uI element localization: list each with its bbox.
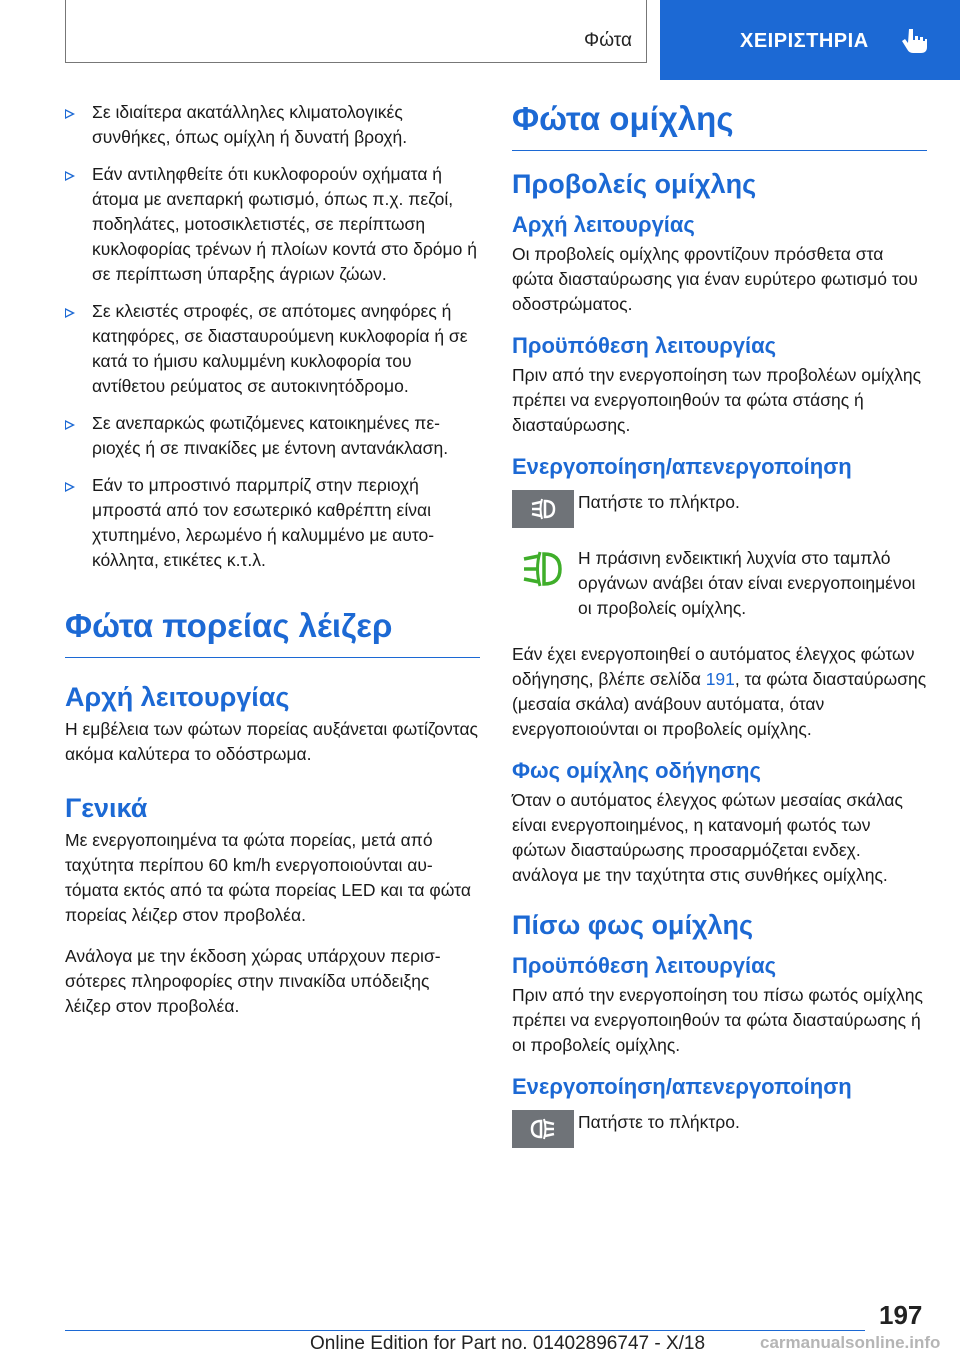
list-item: Εάν αντιληφθείτε ότι κυκλοφορούν οχήματα ή άτομα με ανεπαρκή φωτισμό, όπως π.χ. πεζοί, ποδηλάτες, μοτοσικλετιστές, σε περίπτωση κυκλοφορίας τρένων ή πλοίων κοντά στο δρόμο ή σε περίπτωση ύπαρξης άγριων ζώων. — [65, 162, 480, 287]
list-item: Σε ιδιαίτερα ακατάλληλες κλιματολογικές συνθήκες, όπως ομίχλη ή δυνατή βροχή. — [65, 100, 480, 150]
rear-fog-button-row — [512, 1110, 927, 1150]
indicator-row — [512, 546, 927, 626]
front-principle-text: Οι προβολείς ομίχλης φροντίζουν πρόσθετα στα φώτα διασταύρωσης για έναν ευρύτερο φωτισμό του οδοστρώματος. — [512, 244, 918, 314]
auto-lights-text: Εάν έχει ενεργοποιηθεί ο αυτόματος έλεγχος φώτων οδήγησης, βλέπε σελίδα 191, τα φώτα διασταύρωσης (μεσαία σκάλα) ανάβουν αυτόματα, όταν ενεργοποιούνται οι προβολείς ομίχλης. — [512, 644, 927, 739]
chapter-label: ΧΕΙΡΙΣΤΗΡΙΑ — [740, 30, 869, 52]
triangle-bullet-icon — [65, 171, 75, 181]
laser-general-title: Γενικά — [65, 793, 148, 823]
triangle-bullet-icon — [65, 308, 75, 318]
press-button-text: Πατήστε το πλήκτρο. — [578, 492, 740, 512]
front-fog-title: Προβολείς ομίχλης — [512, 169, 757, 199]
rear-precondition-text: Πριν από την ενεργοποίηση του πίσω φωτός ομίχλης πρέπει να ενεργοποιηθούν τα φώτα διασταύρωσης ή οι προβολείς ομίχλης. — [512, 985, 923, 1055]
front-fog-button-row — [512, 490, 927, 530]
driving-fog-text: Όταν ο αυτόματος έλεγχος φώτων μεσαίας σκάλας είναι ενεργοποιημένος, η κατανομή φωτός των φώτων διασταύρωσης προσαρμόζεται ενδεχ. ανάλογα με την ταχύτητα στις συνθήκες ομίχλης. — [512, 790, 903, 885]
list-item: Σε ανεπαρκώς φωτιζόμενες κατοικημένες περιοχές ή σε πινακίδες με έντονη αντανάκλαση. — [65, 411, 480, 461]
header-section-title: Φώτα — [584, 30, 632, 51]
front-fog-button-icon[interactable] — [512, 490, 574, 528]
laser-principle-title: Αρχή λειτουργίας — [65, 682, 290, 712]
triangle-bullet-icon — [65, 482, 75, 492]
chapter-tab[interactable] — [660, 0, 960, 80]
rear-fog-title: Πίσω φως ομίχλης — [512, 910, 754, 940]
right-column — [512, 100, 927, 1166]
triangle-bullet-icon — [65, 420, 75, 430]
page-link[interactable]: 191 — [705, 669, 735, 689]
front-principle-title: Αρχή λειτουργίας — [512, 212, 695, 237]
fog-lights-title: Φώτα ομίχλης — [512, 100, 927, 151]
front-precondition-text: Πριν από την ενεργοποίηση των προβολέων ομίχλης πρέπει να ενεργοποιηθούν τα φώτα στάσης ή διασταύρωσης. — [512, 365, 922, 435]
page-number: 197 — [879, 1300, 923, 1330]
list-item: Σε κλειστές στροφές, σε απότομες ανηφόρες ή κατηφόρες, σε διασταυρούμενη κυκλοφορία ή σε κατά το ήμισυ καλυμμένη κυκλοφορία του αντίθετου ρεύματος σε αυτοκινητόδρομο. — [65, 299, 480, 399]
fog-indicator-lamp-icon — [518, 546, 568, 592]
laser-general-text: Με ενεργοποιημένα τα φώτα πορείας, μετά από ταχύτητα περίπου 60 km/h ενεργοποιούνται αυτόματα εκτός από τα φώτα πορείας LED και τα φώτα πορείας λέιζερ στον προβολέα. — [65, 830, 471, 925]
front-precondition-title: Προϋπόθεση λειτουργίας — [512, 333, 777, 358]
rear-fog-button-icon[interactable] — [512, 1110, 574, 1148]
front-onoff-title: Ενεργοποίηση/απενεργοποίηση — [512, 454, 852, 479]
triangle-bullet-icon — [65, 109, 75, 119]
laser-lights-title: Φώτα πορείας λέιζερ — [65, 607, 480, 658]
rear-precondition-title: Προϋπόθεση λειτουργίας — [512, 953, 777, 978]
indicator-text: Η πράσινη ενδεικτική λυχνία στο ταμπλό οργάνων ανάβει όταν είναι ενεργοποιημένοι οι προβολείς ομίχλης. — [578, 548, 916, 618]
laser-general-text-2: Ανάλογα με την έκδοση χώρας υπάρχουν περισσότερες πληροφορίες στην πινακίδα υπόδειξης λέιζερ στον προβολέα. — [65, 946, 441, 1016]
hand-pointer-icon — [900, 26, 930, 56]
watermark-brand: carmanualsonline.info — [760, 1333, 941, 1352]
footer-divider — [65, 1330, 865, 1331]
laser-principle-text: Η εμβέλεια των φώτων πορείας αυξάνεται φωτίζοντας ακόμα καλύτερα το οδόστρωμα. — [65, 719, 478, 764]
rear-press-button-text: Πατήστε το πλήκτρο. — [578, 1112, 740, 1132]
driving-fog-title: Φως ομίχλης οδήγησης — [512, 758, 761, 783]
rear-onoff-title: Ενεργοποίηση/απενεργοποίηση — [512, 1074, 852, 1099]
list-item: Εάν το μπροστινό παρμπρίζ στην περιοχή μπροστά από τον εσωτερικό καθρέπτη είναι χτυπημένο, λερωμένο ή καλυμμένο με αυτοκόλλητα, ετικέτες κ.τ.λ. — [65, 473, 480, 573]
footer-edition: Online Edition for Part no. 01402896747 - X/18 — [310, 1333, 706, 1354]
left-column — [65, 100, 480, 1035]
